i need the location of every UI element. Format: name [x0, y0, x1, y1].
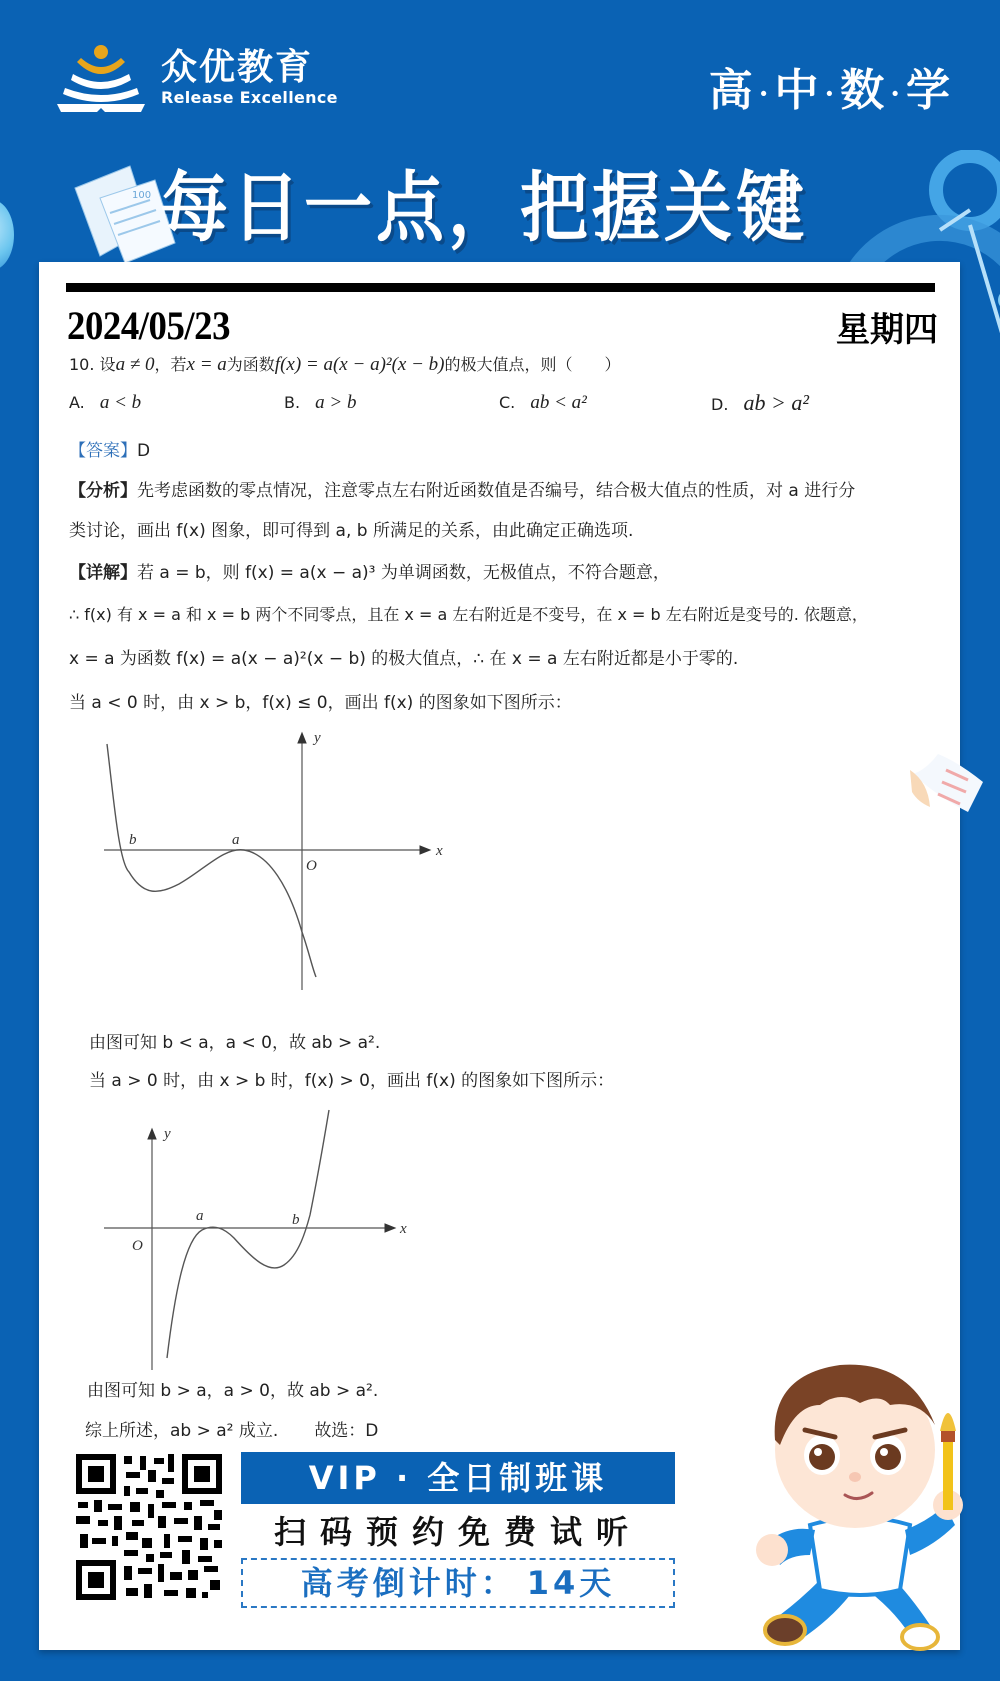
slogan: 每日一点，把握关键 — [160, 164, 809, 254]
analysis-label: 【分析】 — [69, 481, 137, 501]
option-label: B. — [284, 393, 301, 412]
label-b: b — [129, 832, 137, 848]
option-label: D. — [711, 395, 729, 414]
promo-cta: 扫码预约免费试听 — [273, 1513, 642, 1551]
option-label: C. — [499, 393, 516, 412]
svg-text:100: 100 — [132, 190, 152, 201]
subject-char: 中 — [774, 65, 821, 116]
graph-case-a-negative — [84, 722, 464, 992]
summary-line — [85, 1416, 378, 1441]
subject-title: 高 ·中 ·数 ·学 — [708, 65, 952, 116]
weekday: 星期四 — [836, 310, 938, 350]
decorative-sphere — [0, 200, 14, 270]
question-number: 10. — [69, 355, 95, 374]
case2-intro: 当 a > 0 时，由 x > b 时，f(x) > 0，画出 f(x) 的图象如下图所示： — [89, 1071, 615, 1091]
answer-value: D — [137, 441, 151, 461]
option-c[interactable] — [499, 392, 587, 414]
detail-label: 【详解】 — [69, 563, 137, 583]
option-label: A. — [69, 393, 85, 412]
label-x: x — [400, 1221, 407, 1237]
mascot-illustration — [740, 1345, 980, 1660]
countdown-value: 14天 — [526, 1564, 616, 1602]
stem-text: 设 — [99, 355, 116, 374]
label-b: b — [292, 1212, 300, 1228]
answer-line — [69, 436, 150, 461]
subject-char: 数 — [840, 65, 887, 116]
subject-char: 高 — [708, 65, 755, 116]
question-stem — [69, 352, 621, 376]
graph-case-a-positive — [84, 1100, 424, 1390]
flying-paper-icon — [908, 752, 988, 827]
label-x: x — [436, 843, 443, 859]
stem-text: 为函数 — [226, 355, 275, 374]
logo-icon — [55, 42, 147, 114]
brand-logo — [55, 42, 338, 114]
promo-title: VIP · 全日制班课 — [241, 1452, 675, 1504]
label-origin: O — [306, 858, 317, 874]
detail-line-1 — [69, 558, 670, 583]
option-d[interactable] — [711, 390, 809, 416]
option-value: ab < a² — [530, 392, 587, 413]
date: 2024/05/23 — [67, 303, 231, 348]
exam-countdown — [241, 1558, 675, 1608]
option-value: a < b — [99, 392, 142, 413]
divider-bar — [66, 283, 935, 292]
label-y: y — [164, 1126, 171, 1142]
stem-math: f(x) = a(x − a)²(x − b) — [274, 354, 445, 375]
case1-conclusion: 由图可知 b < a，a < 0，故 ab > a². — [89, 1033, 381, 1053]
stem-math: a ≠ 0 — [115, 354, 155, 375]
detail-line-2: ∴ f(x) 有 x = a 和 x = b 两个不同零点，且在 x = a 左右附近是不变号，在 x = b 左右附近是变号的. 依题意， — [69, 605, 868, 624]
option-a[interactable] — [69, 392, 141, 414]
label-origin: O — [132, 1238, 143, 1254]
option-value: ab > a² — [743, 390, 809, 415]
case1-intro: 当 a < 0 时，由 x > b，f(x) ≤ 0，画出 f(x) 的图象如下图所示： — [69, 693, 572, 713]
label-a: a — [232, 832, 240, 848]
brand-name-en: Release Excellence — [161, 88, 338, 107]
detail-text: 若 a = b，则 f(x) = a(x − a)³ 为单调函数，无极值点，不符合题意， — [137, 563, 670, 583]
qr-code[interactable] — [74, 1452, 224, 1602]
stem-text: ，若 — [154, 355, 187, 374]
option-value: a > b — [315, 392, 357, 413]
option-b[interactable] — [284, 392, 356, 414]
summary-text: 综上所述，ab > a² 成立. — [85, 1421, 279, 1441]
analysis-line-2: 类讨论，画出 f(x) 图象，即可得到 a, b 所满足的关系，由此确定正确选项. — [69, 521, 634, 541]
countdown-label: 高考倒计时： — [300, 1564, 517, 1602]
analysis-text: 先考虑函数的零点情况，注意零点左右附近函数值是否编号，结合极大值点的性质，对 a 进行分 — [137, 481, 856, 501]
analysis-line-1 — [69, 476, 855, 501]
subject-char: 学 — [906, 65, 952, 116]
stem-text: 的极大值点，则（ ） — [444, 355, 621, 374]
label-a: a — [196, 1208, 204, 1224]
stem-math: x = a — [186, 354, 227, 375]
brand-name-cn: 众优教育 — [161, 47, 314, 88]
final-answer: 故选：D — [314, 1421, 379, 1441]
label-y: y — [314, 730, 321, 746]
detail-line-3: x = a 为函数 f(x) = a(x − a)²(x − b) 的极大值点，∴ 在 x = a 左右附近都是小于零的. — [69, 649, 739, 669]
case2-conclusion: 由图可知 b > a，a > 0，故 ab > a². — [87, 1381, 379, 1401]
answer-label: 【答案】 — [69, 441, 137, 461]
